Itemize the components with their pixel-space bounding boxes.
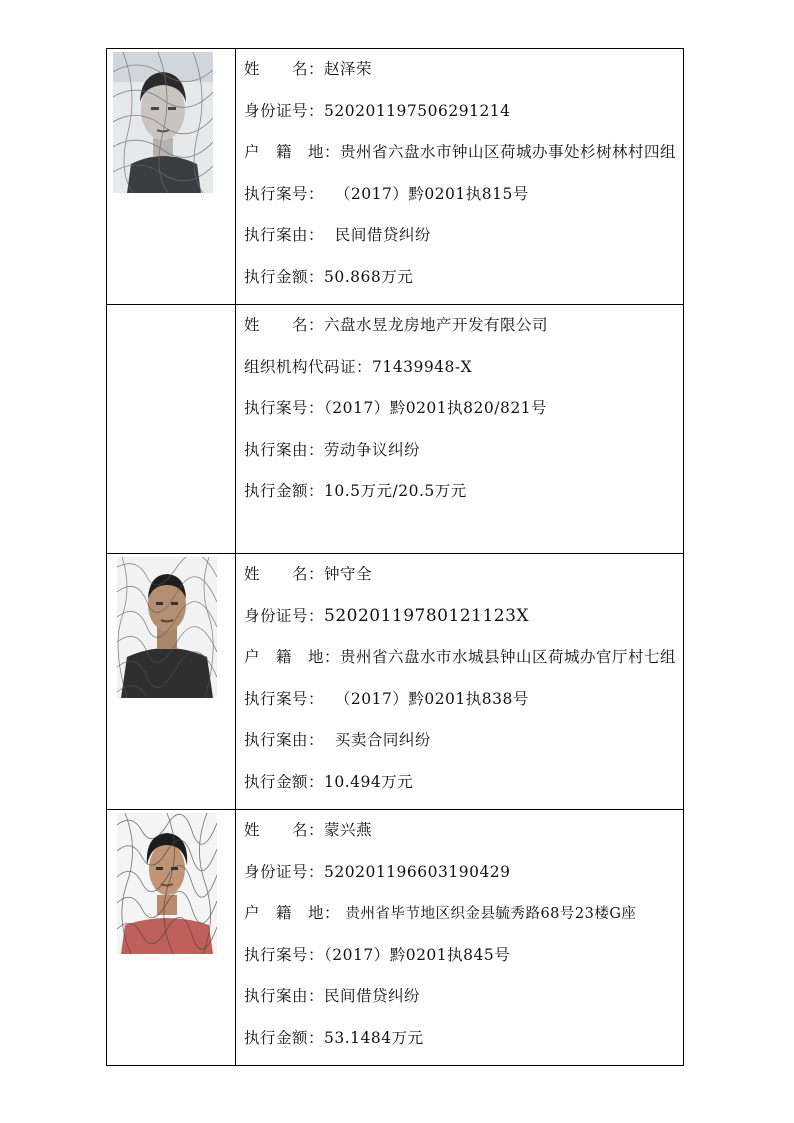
photo-cell bbox=[107, 554, 236, 810]
case-line bbox=[244, 394, 683, 436]
reason-label: 执行案由： bbox=[244, 987, 325, 1005]
amount-line bbox=[244, 768, 683, 810]
portrait-photo bbox=[113, 52, 235, 193]
amount-value: 53.1484万元 bbox=[324, 1028, 424, 1047]
case-line bbox=[244, 685, 683, 727]
portrait-photo bbox=[113, 557, 235, 698]
case-value: （2017）黔0201执845号 bbox=[324, 945, 511, 964]
id-label: 身份证号： bbox=[244, 862, 325, 881]
reason-label: 执行案由： bbox=[244, 731, 325, 749]
id-label: 身份证号： bbox=[244, 606, 325, 625]
org-code-value: 71439948-X bbox=[372, 357, 473, 376]
case-value: （2017）黔0201执838号 bbox=[334, 689, 529, 708]
amount-label: 执行金额： bbox=[244, 1028, 325, 1047]
address-value: 贵州省六盘水市钟山区荷城办事处杉树林村四组 bbox=[340, 143, 677, 161]
case-label: 执行案号： bbox=[244, 184, 325, 203]
name-line bbox=[244, 55, 683, 97]
address-label: 户 籍 地： bbox=[244, 143, 341, 161]
id-value: 520201197506291214 bbox=[324, 101, 511, 120]
address-line bbox=[244, 138, 683, 180]
name-label: 姓 名： bbox=[244, 821, 325, 839]
amount-label: 执行金额： bbox=[244, 482, 325, 500]
id-line bbox=[244, 97, 683, 139]
debtor-table bbox=[106, 48, 684, 1066]
name-label: 姓 名： bbox=[244, 60, 325, 78]
reason-value: 劳动争议纠纷 bbox=[324, 440, 421, 459]
info-cell bbox=[236, 810, 684, 1066]
photo-cell bbox=[107, 49, 236, 305]
name-label: 姓 名： bbox=[244, 565, 325, 583]
amount-line bbox=[244, 263, 683, 305]
name-value: 赵泽荣 bbox=[324, 60, 373, 78]
table-row bbox=[107, 554, 684, 810]
reason-line bbox=[244, 436, 683, 478]
reason-line bbox=[244, 726, 683, 768]
photo-cell bbox=[107, 810, 236, 1066]
org-code-label: 组织机构代码证： bbox=[244, 357, 373, 376]
reason-line bbox=[244, 982, 683, 1024]
amount-value: 50.868万元 bbox=[324, 267, 414, 286]
name-value: 蒙兴燕 bbox=[324, 821, 373, 839]
id-value: 52020119780121123X bbox=[324, 605, 529, 626]
case-label: 执行案号： bbox=[244, 689, 325, 708]
reason-value: 民间借贷纠纷 bbox=[334, 226, 431, 244]
reason-value: 买卖合同纠纷 bbox=[334, 731, 431, 749]
case-label: 执行案号： bbox=[244, 399, 325, 417]
case-label: 执行案号： bbox=[244, 945, 325, 964]
address-line bbox=[244, 899, 683, 941]
reason-line bbox=[244, 221, 683, 263]
table-row bbox=[107, 305, 684, 554]
id-line bbox=[244, 602, 683, 644]
amount-value: 10.494万元 bbox=[324, 772, 414, 791]
amount-line bbox=[244, 477, 683, 519]
case-value: （2017）黔0201执815号 bbox=[334, 184, 529, 203]
name-line bbox=[244, 560, 683, 602]
table-row bbox=[107, 49, 684, 305]
case-value: （2017）黔0201执820/821号 bbox=[324, 399, 548, 417]
table-row bbox=[107, 810, 684, 1066]
name-value: 钟守全 bbox=[324, 565, 373, 583]
address-value: 贵州省六盘水市水城县钟山区荷城办官厅村七组 bbox=[340, 648, 677, 666]
portrait-photo bbox=[113, 813, 235, 954]
info-cell bbox=[236, 305, 684, 554]
name-label: 姓 名： bbox=[244, 316, 325, 334]
case-line bbox=[244, 180, 683, 222]
amount-line bbox=[244, 1024, 683, 1066]
id-value: 520201196603190429 bbox=[324, 862, 511, 881]
name-line bbox=[244, 816, 683, 858]
reason-value: 民间借贷纠纷 bbox=[324, 987, 421, 1005]
address-label: 户 籍 地： bbox=[244, 904, 341, 922]
case-line bbox=[244, 941, 683, 983]
reason-label: 执行案由： bbox=[244, 226, 325, 244]
id-line bbox=[244, 858, 683, 900]
address-value: 贵州省毕节地区织金县毓秀路68号23楼G座 bbox=[345, 906, 637, 922]
reason-label: 执行案由： bbox=[244, 440, 325, 459]
info-cell bbox=[236, 49, 684, 305]
address-line bbox=[244, 643, 683, 685]
id-label: 身份证号： bbox=[244, 101, 325, 120]
amount-label: 执行金额： bbox=[244, 267, 325, 286]
photo-cell bbox=[107, 305, 236, 554]
org-code-line bbox=[244, 353, 683, 395]
name-value: 六盘水昱龙房地产开发有限公司 bbox=[324, 316, 549, 334]
amount-label: 执行金额： bbox=[244, 772, 325, 791]
info-cell bbox=[236, 554, 684, 810]
amount-value: 10.5万元/20.5万元 bbox=[324, 482, 467, 500]
address-label: 户 籍 地： bbox=[244, 648, 341, 666]
name-line bbox=[244, 311, 683, 353]
